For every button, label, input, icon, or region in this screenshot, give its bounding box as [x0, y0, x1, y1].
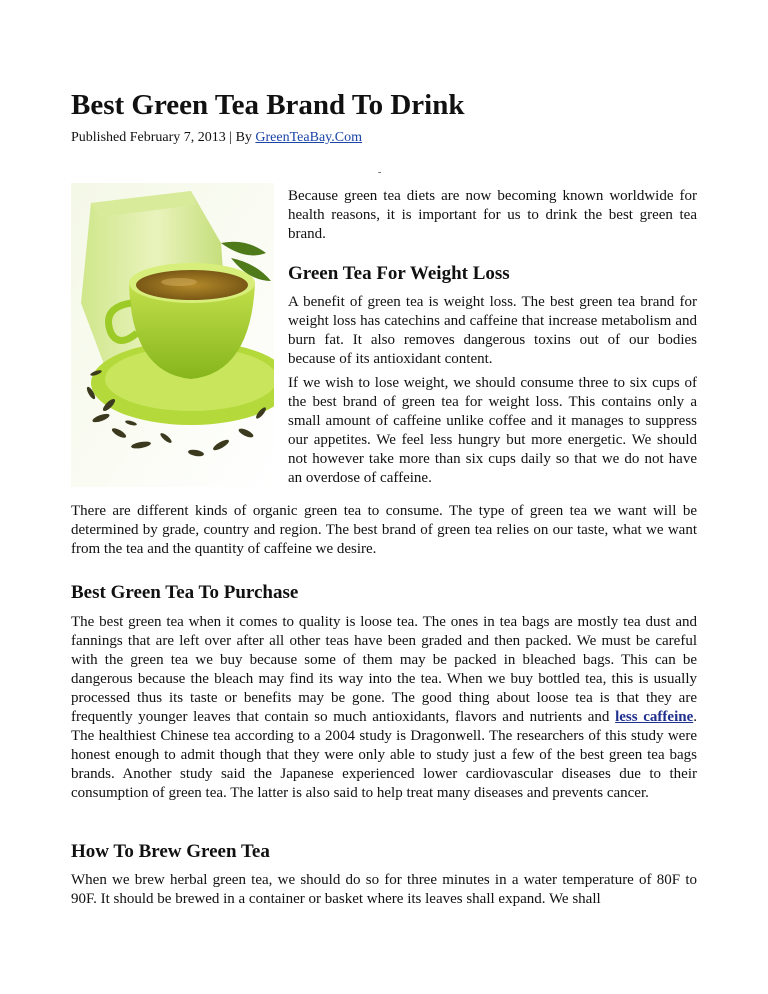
green-tea-cup-illustration	[71, 183, 274, 487]
published-date: Published February 7, 2013 | By	[71, 130, 256, 145]
weight-loss-paragraph-1: A benefit of green tea is weight loss. The best green tea brand for weight loss has catechins and caffeine that increase metabolism and burn fat. It also removes dangerous toxins out of our bodies because of its antioxidant content.	[288, 294, 697, 367]
section-heading-purchase: Best Green Tea To Purchase	[71, 582, 299, 603]
section-heading-brew: How To Brew Green Tea	[71, 841, 270, 862]
weight-loss-paragraph-2: If we wish to lose weight, we should consume three to six cups of the best brand of green tea for weight loss. This contains only a small amount of caffeine unlike coffee and it manages to suppress our appetites. We feel less hungry but more energetic. We should not however take more than six cups daily so that we do not have an overdose of caffeine.	[288, 375, 697, 486]
less-caffeine-link[interactable]: less caffeine	[615, 709, 694, 725]
green-tea-photo	[71, 183, 274, 487]
byline	[71, 129, 362, 147]
page-title: Best Green Tea Brand To Drink	[71, 89, 465, 121]
brew-paragraph: When we brew herbal green tea, we should do so for three minutes in a water temperature of 80F to 90F. It should be brewed in a container or basket where its leaves shall expand. We shall	[71, 872, 697, 907]
intro-column	[288, 187, 697, 488]
kinds-paragraph: There are different kinds of organic green tea to consume. The type of green tea we want will be determined by grade, country and region. The best brand of green tea relies on our taste, what we want from the tea and the quantity of caffeine we desire.	[71, 503, 697, 557]
author-link[interactable]: GreenTeaBay.Com	[255, 130, 362, 145]
purchase-text-before-link: The best green tea when it comes to quality is loose tea. The ones in tea bags are mostly tea dust and fannings that are left over after all other teas have been graded and then packed. We must be careful with the green tea we buy because some of them may be packed in bleached bags. This can be dangerous because the bleach may find its way into the tea. When we buy bottled tea, this is usually processed thus its taste or benefits may be gone. The good thing about loose tea is that they are frequently younger leaves that contain so much antioxidants, flavors and nutrients and	[71, 614, 697, 725]
separator-mark: -	[378, 167, 382, 178]
purchase-paragraph	[71, 613, 697, 803]
section-heading-weight-loss: Green Tea For Weight Loss	[288, 263, 510, 284]
purchase-text-after-link: . The healthiest Chinese tea according to a 2004 study is Dragonwell. The researchers of this study were honest enough to admit though that they were only able to study just a few of the best green tea bags brands. Another study said the Japanese experienced lower cardiovascular diseases due to their consumption of green tea. The latter is also said to help treat many diseases and prevents cancer.	[71, 709, 697, 801]
intro-paragraph: Because green tea diets are now becoming known worldwide for health reasons, it is important for us to drink the best green tea brand.	[288, 188, 697, 242]
